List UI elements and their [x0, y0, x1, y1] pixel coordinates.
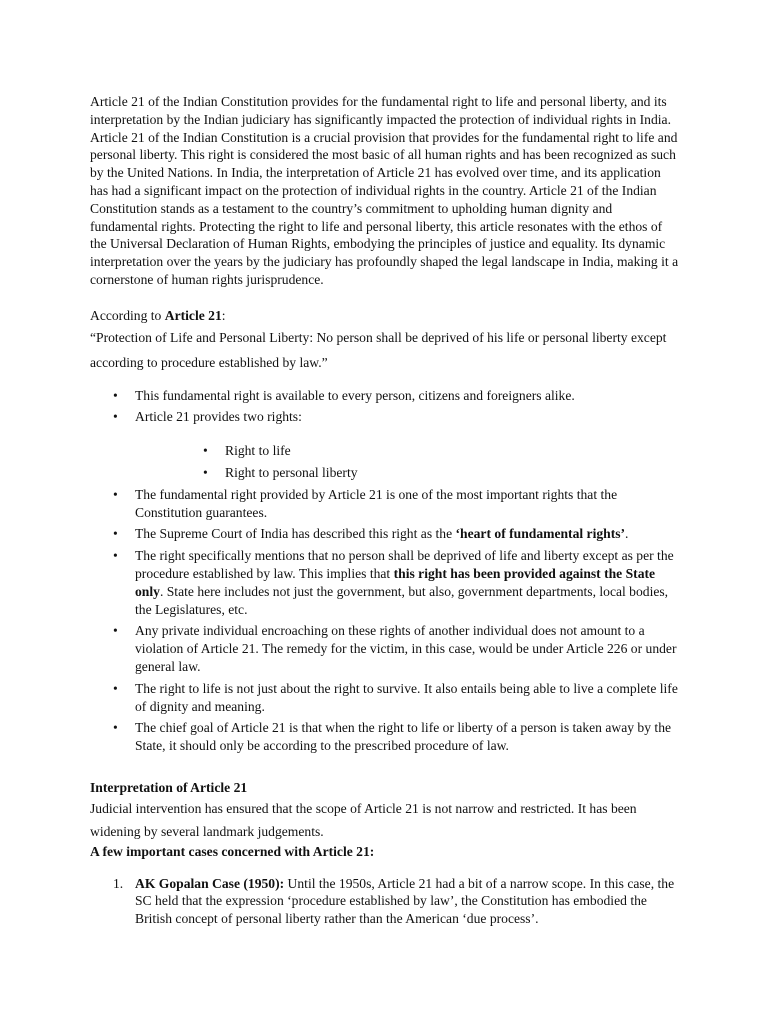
section-heading: Interpretation of Article 21 — [90, 779, 248, 795]
according-prefix: According to — [90, 307, 165, 323]
list-item: • The chief goal of Article 21 is that when the right to life or liberty of a person is taken away by the State, it should only be according to the prescribed procedure of law. — [90, 719, 682, 755]
case-text: Until the 1950s, Article 21 had a bit of a narrow scope. In this case, the SC held that the expression ‘procedure established by law’, the Constitution has embodied the British concept of personal liberty rather than the American ‘due process’. — [135, 875, 675, 927]
list-item-bold: this right has been provided against the State only — [135, 565, 656, 599]
list-item — [90, 547, 682, 618]
cases-list — [90, 875, 682, 928]
according-line — [90, 307, 682, 325]
list-item: • The right to life is not just about the right to survive. It also entails being able to live a complete life of dignity and meaning. — [90, 680, 682, 716]
list-item — [90, 525, 682, 543]
case-item — [90, 875, 682, 928]
list-item: • Any private individual encroaching on these rights of another individual does not amount to a violation of Article 21. The remedy for the victim, in this case, would be under Article 226 or under general law. — [90, 622, 682, 675]
list-item: • The fundamental right provided by Article 21 is one of the most important rights that the Constitution guarantees. — [90, 486, 682, 522]
list-item-text: The right specifically mentions that no person shall be deprived of life and liberty except as per the procedure established by law. This implies that — [135, 548, 674, 581]
list-item: • Right to life — [135, 442, 682, 460]
intro-paragraph: Article 21 of the Indian Constitution provides for the fundamental right to life and personal liberty, and its interpretation by the Indian judiciary has significantly impacted the protection of individual rights in India. Article 21 of the Indian Constitution is a crucial provision that provides for the fundamental right to life and personal liberty. This right is considered the most basic of all human rights and has been recognized as such by the United Nations. In India, the interpretation of Article 21 has evolved over time, and its application has had a significant impact on the protection of individual rights in the country. Article 21 of the Indian Constitution stands as a testament to the country’s commitment to upholding human dignity and fundamental rights. Protecting the right to life and personal liberty, this article resonates with the ethos of the Universal Declaration of Human Rights, embodying the principles of justice and equality. Its dynamic interpretation over the years by the judiciary has profoundly shaped the legal landscape in India, making it a cornerstone of human rights jurisprudence. — [90, 94, 679, 287]
list-item-text: The Supreme Court of India has described this right as the — [135, 526, 456, 542]
according-bold: Article 21 — [164, 307, 222, 323]
list-item: • This fundamental right is available to every person, citizens and foreigners alike. — [90, 387, 682, 405]
case-title: AK Gopalan Case (1950): — [135, 875, 285, 891]
list-item-text: . State here includes not just the government, but also, government departments, local bodies, the Legislatures, etc. — [135, 583, 669, 617]
interpretation-paragraph: Judicial intervention has ensured that the scope of Article 21 is not narrow and restricted. It has been widening by several landmark judgements. — [90, 800, 637, 839]
list-item-bold: ‘heart of fundamental rights’ — [455, 526, 626, 542]
article-bullet-list — [90, 387, 682, 755]
according-suffix: : — [221, 307, 226, 323]
rights-sub-list — [135, 442, 682, 482]
list-item: • Right to personal liberty — [135, 464, 682, 482]
document-body — [90, 93, 682, 928]
article-quote: “Protection of Life and Personal Liberty: No person shall be deprived of his life or personal liberty except according to procedure established by law.” — [90, 329, 667, 370]
list-item-text: . — [625, 526, 629, 542]
list-item-text: Article 21 provides two rights: — [135, 409, 302, 425]
list-item — [90, 408, 682, 481]
cases-heading: A few important cases concerned with Article 21: — [90, 843, 375, 859]
